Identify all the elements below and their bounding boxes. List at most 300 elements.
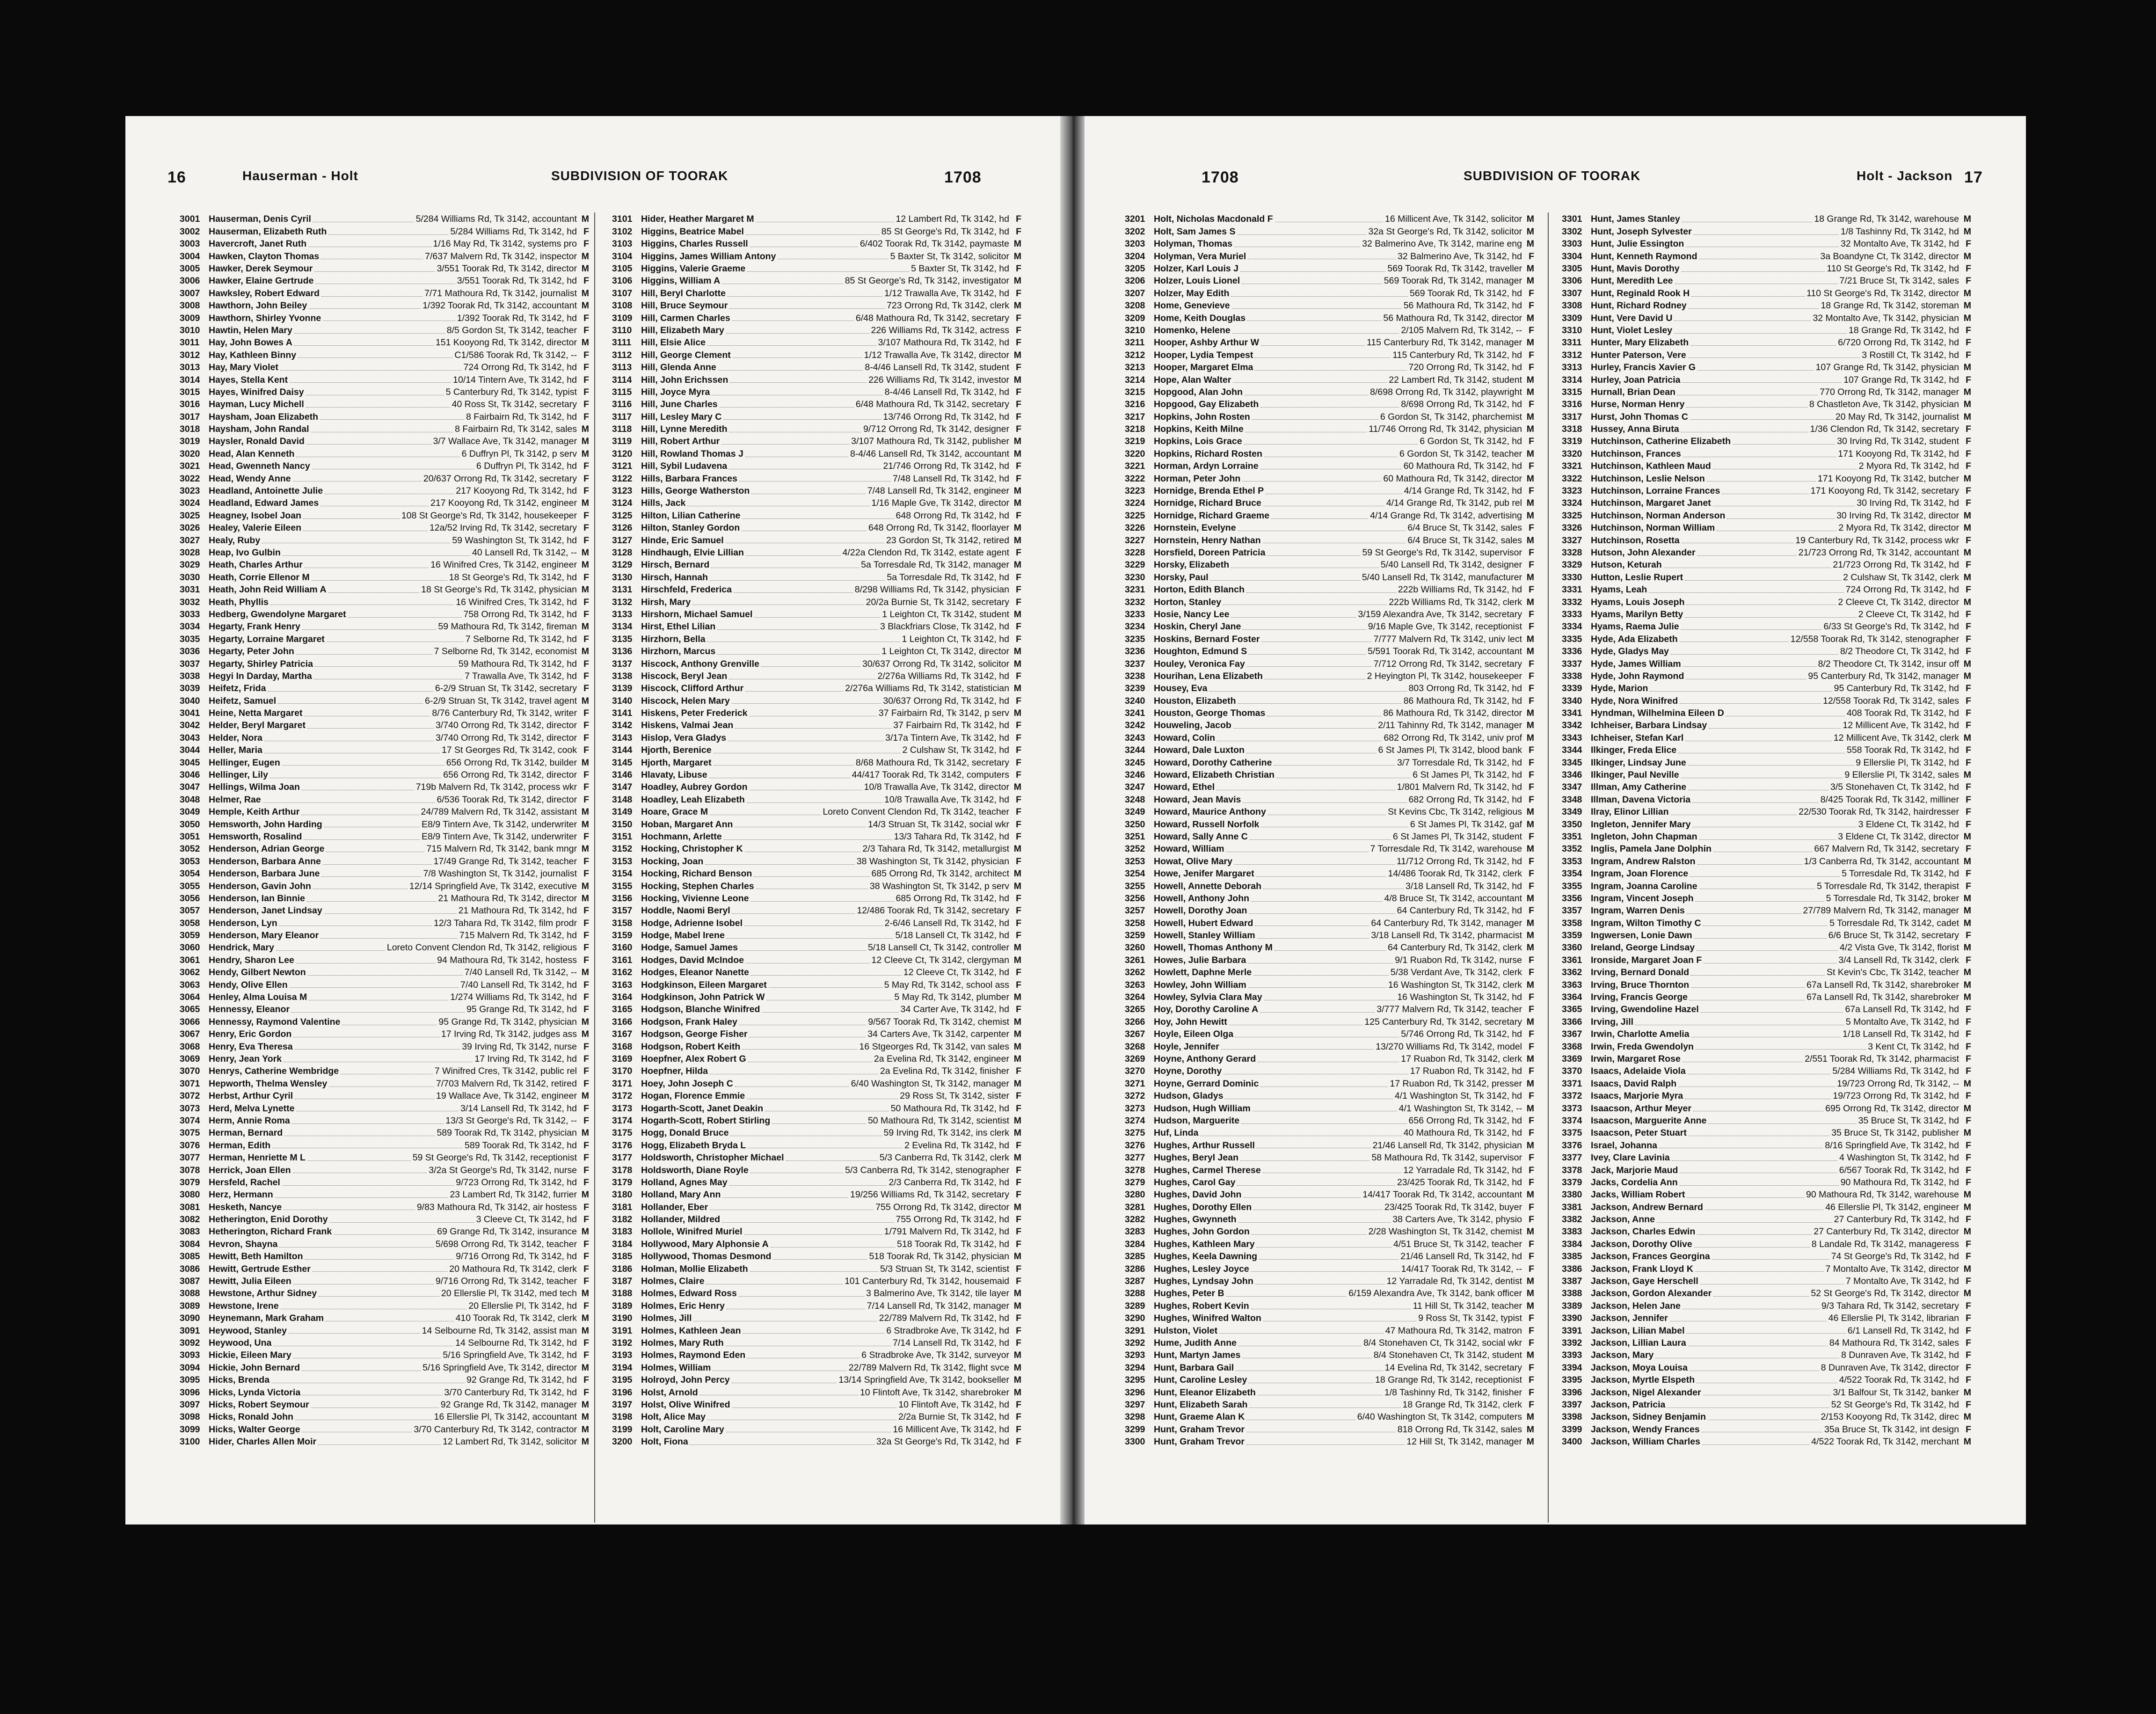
sex-marker: F — [583, 1387, 589, 1398]
resident-name: Hill, George Clement — [641, 350, 731, 360]
sex-marker: F — [1966, 560, 1971, 570]
resident-name: Hetherington, Richard Frank — [209, 1226, 332, 1237]
address-occupation: 6 Gordon St, Tk 3142, hd — [1420, 436, 1522, 447]
resident-name: Hurley, Francis Xavier G — [1591, 362, 1696, 373]
address-occupation: 46 Ellerslie Pl, Tk 3142, engineer — [1825, 1202, 1959, 1212]
resident-name: Holland, Mary Ann — [641, 1189, 721, 1200]
resident-name: Hunt, Caroline Lesley — [1154, 1375, 1247, 1386]
sex-marker: F — [583, 671, 589, 681]
entry-number: 3022 — [180, 473, 200, 484]
sex-marker: F — [583, 1337, 589, 1348]
address-occupation: 3/17a Tintern Ave, Tk 3142, hd — [885, 732, 1009, 743]
resident-name: Hogg, Donald Bruce — [641, 1128, 729, 1138]
entry-number: 3360 — [1562, 942, 1582, 953]
address-occupation: 8/76 Canterbury Rd, Tk 3142, writer — [432, 708, 577, 719]
sex-marker: F — [1529, 251, 1534, 262]
entry-number: 3136 — [612, 646, 633, 657]
entry-number: 3109 — [612, 313, 633, 323]
entry-number: 3284 — [1125, 1239, 1145, 1249]
entry-number: 3368 — [1562, 1041, 1582, 1052]
sex-marker: F — [1016, 905, 1021, 916]
address-occupation: 12/14 Springfield Ave, Tk 3142, executive — [409, 881, 577, 891]
leader-dots — [1232, 303, 1402, 309]
sex-marker: F — [1016, 387, 1021, 397]
leader-dots — [773, 1254, 867, 1260]
directory-entry — [180, 1276, 589, 1288]
entry-number: 3312 — [1562, 350, 1582, 360]
leader-dots — [700, 1390, 858, 1395]
directory-entry — [1562, 1276, 1971, 1288]
resident-name: Hunt, Mavis Dorothy — [1591, 263, 1680, 274]
sex-marker: M — [1013, 1016, 1021, 1027]
directory-entry — [1562, 238, 1971, 250]
directory-entry — [1125, 547, 1534, 559]
directory-entry — [180, 794, 589, 806]
directory-entry — [1562, 522, 1971, 534]
entry-number: 3386 — [1562, 1263, 1582, 1274]
entry-number: 3055 — [180, 881, 200, 891]
directory-entry — [1562, 399, 1971, 411]
address-occupation: 8/68 Mathoura Rd, Tk 3142, secretary — [855, 757, 1009, 768]
directory-entry — [1125, 979, 1534, 991]
resident-name: Hudson, Marguerite — [1154, 1115, 1240, 1126]
leader-dots — [305, 1254, 454, 1260]
resident-name: Howlett, Daphne Merle — [1154, 967, 1252, 978]
resident-name: Hoadley, Leah Elizabeth — [641, 794, 745, 805]
entry-number: 3072 — [180, 1091, 200, 1101]
leader-dots — [313, 1266, 447, 1272]
sex-marker: M — [1963, 1263, 1971, 1274]
address-occupation: 59 Irving Rd, Tk 3142, ins clerk — [883, 1128, 1009, 1138]
directory-entry — [612, 621, 1021, 633]
sex-marker: M — [1963, 942, 1971, 953]
directory-entry — [1562, 880, 1971, 892]
resident-name: Holmes, Jill — [641, 1313, 692, 1324]
directory-column — [612, 213, 1021, 1448]
entry-number: 3103 — [612, 239, 633, 249]
directory-entry — [180, 720, 589, 732]
resident-name: Hirzhorn, Bella — [641, 634, 706, 644]
address-occupation: 755 Orrong Rd, Tk 3142, hd — [896, 1214, 1009, 1225]
address-occupation: 20 Ellerslie Pl, Tk 3142, hd — [468, 1300, 577, 1311]
resident-name: Ilkinger, Freda Elice — [1591, 745, 1677, 756]
leader-dots — [1686, 599, 1836, 605]
leader-dots — [289, 1328, 420, 1334]
resident-name: Heap, Ivo Gulbin — [209, 547, 281, 558]
directory-entry — [1125, 806, 1534, 818]
directory-entry — [180, 992, 589, 1004]
directory-entry — [180, 1139, 589, 1152]
directory-entry — [1125, 757, 1534, 769]
leader-dots — [740, 945, 866, 951]
address-occupation: 9/716 Orrong Rd, Tk 3142, hd — [456, 1251, 577, 1262]
directory-entry — [612, 460, 1021, 473]
resident-name: Hill, Bruce Seymour — [641, 300, 728, 311]
leader-dots — [1264, 452, 1398, 457]
entry-number: 3347 — [1562, 782, 1582, 793]
entry-number: 3164 — [612, 992, 633, 1003]
sex-marker: M — [1013, 535, 1021, 546]
address-occupation: 21/46 Lansell Rd, Tk 3142, physician — [1372, 1140, 1522, 1151]
address-occupation: 6/4 Bruce St, Tk 3142, sales — [1407, 535, 1522, 546]
sex-marker: F — [1529, 486, 1534, 496]
leader-dots — [1275, 217, 1383, 222]
sex-marker: M — [581, 1128, 589, 1138]
leader-dots — [1267, 711, 1381, 716]
directory-entry — [180, 670, 589, 682]
resident-name: Isaacs, Marjorie Myra — [1591, 1091, 1683, 1101]
entry-number: 3134 — [612, 621, 633, 632]
column-divider — [594, 212, 595, 1523]
entry-number: 3282 — [1125, 1214, 1145, 1225]
address-occupation: 13/14 Springfield Ave, Tk 3142, bookseller — [838, 1375, 1009, 1386]
address-occupation: 8/698 Orrong Rd, Tk 3142, playwright — [1370, 387, 1522, 397]
directory-entry — [1125, 1115, 1534, 1127]
entry-number: 3119 — [612, 436, 632, 447]
directory-entry — [612, 1337, 1021, 1349]
entry-number: 3273 — [1125, 1103, 1145, 1114]
leader-dots — [786, 1155, 878, 1161]
sex-marker: F — [1966, 461, 1971, 472]
sex-marker: F — [1966, 1177, 1971, 1188]
leader-dots — [1687, 1192, 1804, 1198]
leader-dots — [1691, 291, 1805, 297]
resident-name: Hendry, Sharon Lee — [209, 955, 294, 965]
entry-number: 3330 — [1562, 572, 1582, 583]
entry-number: 3155 — [612, 881, 633, 891]
address-occupation: 1/392 Toorak Rd, Tk 3142, accountant — [422, 300, 577, 311]
entry-number: 3197 — [612, 1399, 633, 1410]
resident-name: Hughes, Carmel Therese — [1154, 1165, 1261, 1175]
directory-entry — [180, 312, 589, 324]
resident-name: Heath, Corrie Ellenor M — [209, 572, 310, 583]
directory-entry — [1125, 275, 1534, 287]
resident-name: Hayman, Lucy Michell — [209, 399, 304, 410]
resident-name: Holman, Mollie Elizabeth — [641, 1263, 748, 1274]
sex-marker: F — [1016, 819, 1021, 830]
resident-name: Hochmann, Arlette — [641, 831, 722, 842]
leader-dots — [1261, 340, 1365, 346]
leader-dots — [1246, 1427, 1396, 1432]
leader-dots — [1681, 427, 1808, 432]
address-occupation: 2/3 Tahara Rd, Tk 3142, metallurgist — [862, 844, 1009, 854]
entry-number: 3373 — [1562, 1103, 1582, 1114]
directory-entry — [1562, 337, 1971, 349]
address-occupation: 6/536 Toorak Rd, Tk 3142, director — [437, 794, 577, 805]
entry-number: 3257 — [1125, 905, 1145, 916]
leader-dots — [1238, 698, 1402, 704]
directory-entry — [612, 312, 1021, 324]
resident-name: Illman, Amy Catherine — [1591, 782, 1687, 793]
directory-entry — [180, 1214, 589, 1226]
leader-dots — [745, 846, 861, 852]
directory-entry — [1562, 275, 1971, 287]
leader-dots — [754, 612, 880, 618]
address-occupation: 17 Irving Rd, Tk 3142, hd — [474, 1054, 577, 1064]
leader-dots — [1248, 982, 1386, 988]
leader-dots — [1690, 871, 1840, 877]
address-occupation: 8-4/46 Lansell Rd, Tk 3142, hd — [884, 387, 1009, 397]
leader-dots — [284, 1204, 415, 1210]
resident-name: Hider, Heather Margaret M — [641, 214, 754, 225]
resident-name: Hughes, Carol Gay — [1154, 1177, 1236, 1188]
resident-name: Jackson, Moya Louisa — [1591, 1362, 1688, 1373]
address-occupation: 2/105 Malvern Rd, Tk 3142, -- — [1401, 325, 1522, 336]
entry-number: 3064 — [180, 992, 200, 1003]
entry-number: 3052 — [180, 844, 200, 854]
resident-name: Hirsch, Bernard — [641, 560, 710, 570]
entry-number: 3213 — [1125, 362, 1145, 373]
address-occupation: 9/723 Orrong Rd, Tk 3142, hd — [456, 1177, 577, 1188]
entry-number: 3035 — [180, 634, 200, 644]
entry-number: 3183 — [612, 1226, 633, 1237]
resident-name: Hunt, Graham Trevor — [1154, 1437, 1245, 1447]
entry-number: 3144 — [612, 745, 633, 756]
leader-dots — [270, 773, 441, 778]
sex-marker: F — [1016, 1424, 1021, 1435]
leader-dots — [1265, 674, 1365, 679]
sex-marker: F — [583, 732, 589, 743]
sex-marker: F — [583, 350, 589, 360]
resident-name: Jackson, Nigel Alexander — [1591, 1387, 1701, 1398]
sex-marker: F — [1966, 1325, 1971, 1336]
sex-marker: F — [1529, 1325, 1534, 1336]
address-occupation: 5/284 Williams Rd, Tk 3142, hd — [450, 226, 577, 237]
sex-marker: F — [1529, 1066, 1534, 1077]
resident-name: Howard, Dale Luxton — [1154, 745, 1245, 756]
address-occupation: 3/70 Canterbury Rd, Tk 3142, contractor — [414, 1424, 577, 1435]
directory-entry — [1562, 1238, 1971, 1250]
sex-marker: F — [1966, 1041, 1971, 1052]
address-occupation: 21 Mathoura Rd, Tk 3142, hd — [458, 905, 577, 916]
directory-entry — [180, 979, 589, 991]
sex-marker: F — [1016, 1103, 1021, 1114]
directory-entry — [612, 473, 1021, 485]
resident-name: Hay, John Bowes A — [209, 337, 292, 348]
resident-name: Holt, Alice May — [641, 1412, 706, 1422]
sex-marker: M — [1526, 1103, 1534, 1114]
resident-name: Horton, Edith Blanch — [1154, 584, 1245, 595]
leader-dots — [1697, 859, 1802, 865]
leader-dots — [1267, 550, 1360, 556]
directory-entry — [1562, 1041, 1971, 1053]
entry-number: 3020 — [180, 448, 200, 459]
resident-name: Ingram, Wilton Timothy C — [1591, 918, 1701, 928]
resident-name: Hutton, Leslie Rupert — [1591, 572, 1683, 583]
address-occupation: 5/3 Struan St, Tk 3142, scientist — [880, 1263, 1009, 1274]
directory-entry — [1125, 510, 1534, 522]
leader-dots — [315, 278, 455, 284]
directory-entry — [180, 744, 589, 757]
address-occupation: 6 Stradbroke Ave, Tk 3142, surveyor — [861, 1350, 1009, 1361]
sex-marker: M — [1013, 1288, 1021, 1299]
resident-name: Hewitt, Gertrude Esther — [209, 1263, 311, 1274]
address-occupation: 685 Orrong Rd, Tk 3142, hd — [896, 893, 1009, 904]
sex-marker: F — [1529, 955, 1534, 965]
entry-number: 3224 — [1125, 498, 1145, 509]
address-occupation: 14 Selbourne Rd, Tk 3142, assist man — [422, 1325, 577, 1336]
leader-dots — [279, 1242, 434, 1247]
sex-marker: M — [581, 757, 589, 768]
leader-dots — [334, 1229, 435, 1235]
entry-number: 3270 — [1125, 1066, 1145, 1077]
sex-marker: F — [583, 510, 589, 521]
sex-marker: F — [583, 992, 589, 1003]
resident-name: Hudson, Hugh William — [1154, 1103, 1251, 1114]
entry-number: 3206 — [1125, 276, 1145, 286]
resident-name: Hughes, Robert Kevin — [1154, 1300, 1249, 1311]
sex-marker: F — [1016, 424, 1021, 435]
leader-dots — [1257, 1143, 1371, 1148]
sex-marker: F — [1016, 1276, 1021, 1287]
sex-marker: M — [581, 584, 589, 595]
leader-dots — [1696, 1044, 1866, 1050]
directory-entry — [612, 1436, 1021, 1448]
leader-dots — [326, 846, 424, 852]
directory-entry — [612, 1189, 1021, 1201]
resident-name: Heynemann, Mark Graham — [209, 1313, 324, 1324]
leader-dots — [1680, 698, 1821, 704]
leader-dots — [327, 636, 464, 642]
address-occupation: 2/276a Williams Rd, Tk 3142, statistician — [845, 683, 1009, 694]
entry-number: 3145 — [612, 757, 633, 768]
sex-marker: F — [1529, 399, 1534, 410]
address-occupation: 18 St George's Rd, Tk 3142, physician — [421, 584, 577, 595]
sex-marker: F — [1529, 1029, 1534, 1040]
entry-number: 3369 — [1562, 1054, 1582, 1064]
leader-dots — [309, 303, 421, 309]
sex-marker: F — [1016, 1189, 1021, 1200]
sex-marker: M — [1013, 1202, 1021, 1212]
leader-dots — [1223, 599, 1387, 605]
leader-dots — [1200, 1131, 1401, 1136]
leader-dots — [721, 439, 849, 445]
leader-dots — [726, 538, 884, 543]
resident-name: Isaacs, David Ralph — [1591, 1078, 1677, 1089]
resident-name: Hunt, Julie Essington — [1591, 239, 1684, 249]
directory-entry — [1562, 547, 1971, 559]
resident-name: Hunt, Meredith Lee — [1591, 276, 1673, 286]
leader-dots — [306, 390, 444, 395]
directory-entry — [180, 349, 589, 361]
address-occupation: 9/712 Orrong Rd, Tk 3142, designer — [863, 424, 1009, 435]
leader-dots — [1703, 1390, 1831, 1395]
leader-dots — [766, 995, 892, 1000]
resident-name: Hendy, Gilbert Newton — [209, 967, 306, 978]
leader-dots — [297, 1106, 459, 1111]
sex-marker: F — [1966, 448, 1971, 459]
entry-number: 3334 — [1562, 621, 1582, 632]
directory-entry — [1562, 621, 1971, 633]
directory-entry — [1125, 1374, 1534, 1386]
directory-entry — [612, 1016, 1021, 1028]
address-occupation: 569 Toorak Rd, Tk 3142, traveller — [1387, 263, 1522, 274]
leader-dots — [1713, 846, 1812, 852]
leader-dots — [750, 1032, 866, 1037]
leader-dots — [302, 1427, 412, 1432]
address-occupation: 7 Torresdale Rd, Tk 3142, warehouse — [1370, 844, 1522, 854]
resident-name: Inglis, Pamela Jane Dolphin — [1591, 844, 1712, 854]
sex-marker: M — [1013, 868, 1021, 879]
entry-number: 3040 — [180, 695, 200, 706]
resident-name: Jackson, Frances Georgina — [1591, 1251, 1710, 1262]
sex-marker: F — [583, 831, 589, 842]
leader-dots — [709, 773, 850, 778]
directory-entry — [1562, 1201, 1971, 1213]
address-occupation: 13/270 Williams Rd, Tk 3142, model — [1376, 1041, 1522, 1052]
leader-dots — [1688, 1341, 1828, 1346]
resident-name: Ichheiser, Barbara Lindsay — [1591, 720, 1707, 731]
sex-marker: F — [583, 1251, 589, 1262]
leader-dots — [1247, 661, 1372, 667]
directory-entry — [1125, 855, 1534, 868]
resident-name: Hutchinson, Norman William — [1591, 523, 1715, 533]
directory-entry — [180, 781, 589, 794]
leader-dots — [1699, 254, 1819, 259]
entry-number: 3122 — [612, 473, 633, 484]
address-occupation: 56 Mathoura Rd, Tk 3142, hd — [1403, 300, 1522, 311]
resident-name: Holdsworth, Christopher Michael — [641, 1152, 784, 1163]
resident-name: Ilkinger, Lindsay June — [1591, 757, 1686, 768]
address-occupation: 12 Lambert Rd, Tk 3142, solicitor — [443, 1437, 577, 1447]
directory-entry — [1125, 831, 1534, 843]
sex-marker: M — [1526, 1189, 1534, 1200]
resident-name: Hodge, Samuel James — [641, 942, 738, 953]
entry-number: 3324 — [1562, 498, 1582, 509]
sex-marker: F — [1966, 609, 1971, 620]
entry-number: 3297 — [1125, 1399, 1145, 1410]
entry-number: 3031 — [180, 584, 200, 595]
right-page-header — [1127, 168, 1984, 197]
page-number: 17 — [1964, 168, 1983, 186]
directory-entry — [180, 1090, 589, 1102]
leader-dots — [296, 452, 459, 457]
entry-number: 3354 — [1562, 868, 1582, 879]
leader-dots — [296, 649, 432, 655]
leader-dots — [1694, 933, 1827, 939]
entry-number: 3225 — [1125, 510, 1145, 521]
leader-dots — [1242, 476, 1381, 481]
directory-entry — [1125, 596, 1534, 608]
leader-dots — [1260, 1007, 1375, 1013]
address-occupation: 18 Grange Rd, Tk 3142, clerk — [1402, 1399, 1522, 1410]
sex-marker: M — [1526, 263, 1534, 274]
address-occupation: 2/3 Canberra Rd, Tk 3142, hd — [889, 1177, 1009, 1188]
leader-dots — [1685, 736, 1832, 741]
sex-marker: F — [1529, 1202, 1534, 1212]
sex-marker: F — [583, 979, 589, 990]
entry-number: 3371 — [1562, 1078, 1582, 1089]
directory-entry — [1562, 695, 1971, 707]
leader-dots — [284, 1057, 473, 1062]
entry-number: 3032 — [180, 597, 200, 607]
resident-name: Headland, Antoinette Julie — [209, 486, 323, 496]
address-occupation: 85 St George's Rd, Tk 3142, hd — [881, 226, 1009, 237]
book-spine — [1060, 116, 1085, 1524]
resident-name: Heywood, Una — [209, 1337, 272, 1348]
address-occupation: 6 St James Pl, Tk 3142, hd — [1413, 770, 1522, 780]
sex-marker: F — [1016, 1177, 1021, 1188]
resident-name: Hevron, Shayna — [209, 1239, 278, 1249]
resident-name: Hughes, David John — [1154, 1189, 1242, 1200]
leader-dots — [1253, 970, 1389, 976]
entry-number: 3203 — [1125, 239, 1145, 249]
resident-name: Hicks, Walter George — [209, 1424, 300, 1435]
sex-marker: F — [1529, 1041, 1534, 1052]
sex-marker: F — [1016, 732, 1021, 743]
directory-entry — [1125, 226, 1534, 238]
leader-dots — [1225, 1094, 1392, 1099]
